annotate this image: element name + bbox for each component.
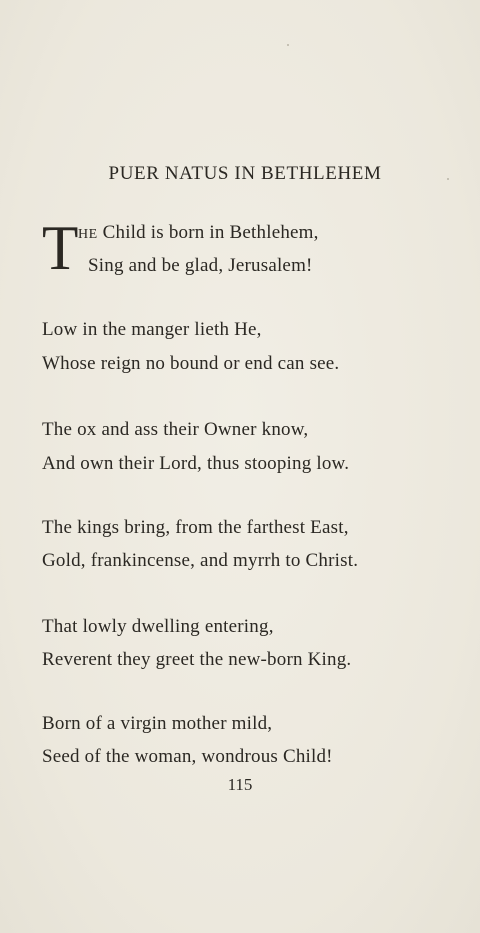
first-line-small-caps: HE — [78, 227, 98, 242]
poem-line: Seed of the woman, wondrous Child! — [42, 746, 333, 767]
poem-line: Gold, frankincense, and myrrh to Christ. — [42, 550, 359, 571]
poem-title: PUER NATUS IN BETHLEHEM — [108, 163, 382, 184]
poem-line: That lowly dwelling entering, — [42, 616, 274, 637]
poem-line: Sing and be glad, Jerusalem! — [88, 255, 313, 276]
first-line-text: Child is born in Bethlehem, — [97, 222, 319, 243]
poem-line: Low in the manger lieth He, — [42, 319, 262, 340]
poem-line: Born of a virgin mother mild, — [42, 713, 273, 734]
poem-line: The ox and ass their Owner know, — [42, 419, 309, 440]
drop-cap: T — [42, 212, 79, 283]
poem-line: The kings bring, from the farthest East, — [42, 517, 349, 538]
poem-line: And own their Lord, thus stooping low. — [42, 453, 350, 474]
paper-speck — [287, 44, 289, 46]
poem-line-1 — [78, 221, 319, 247]
page-number: 115 — [227, 775, 253, 794]
poem-line: Whose reign no bound or end can see. — [42, 353, 340, 374]
poem-line: Reverent they greet the new-born King. — [42, 649, 352, 670]
